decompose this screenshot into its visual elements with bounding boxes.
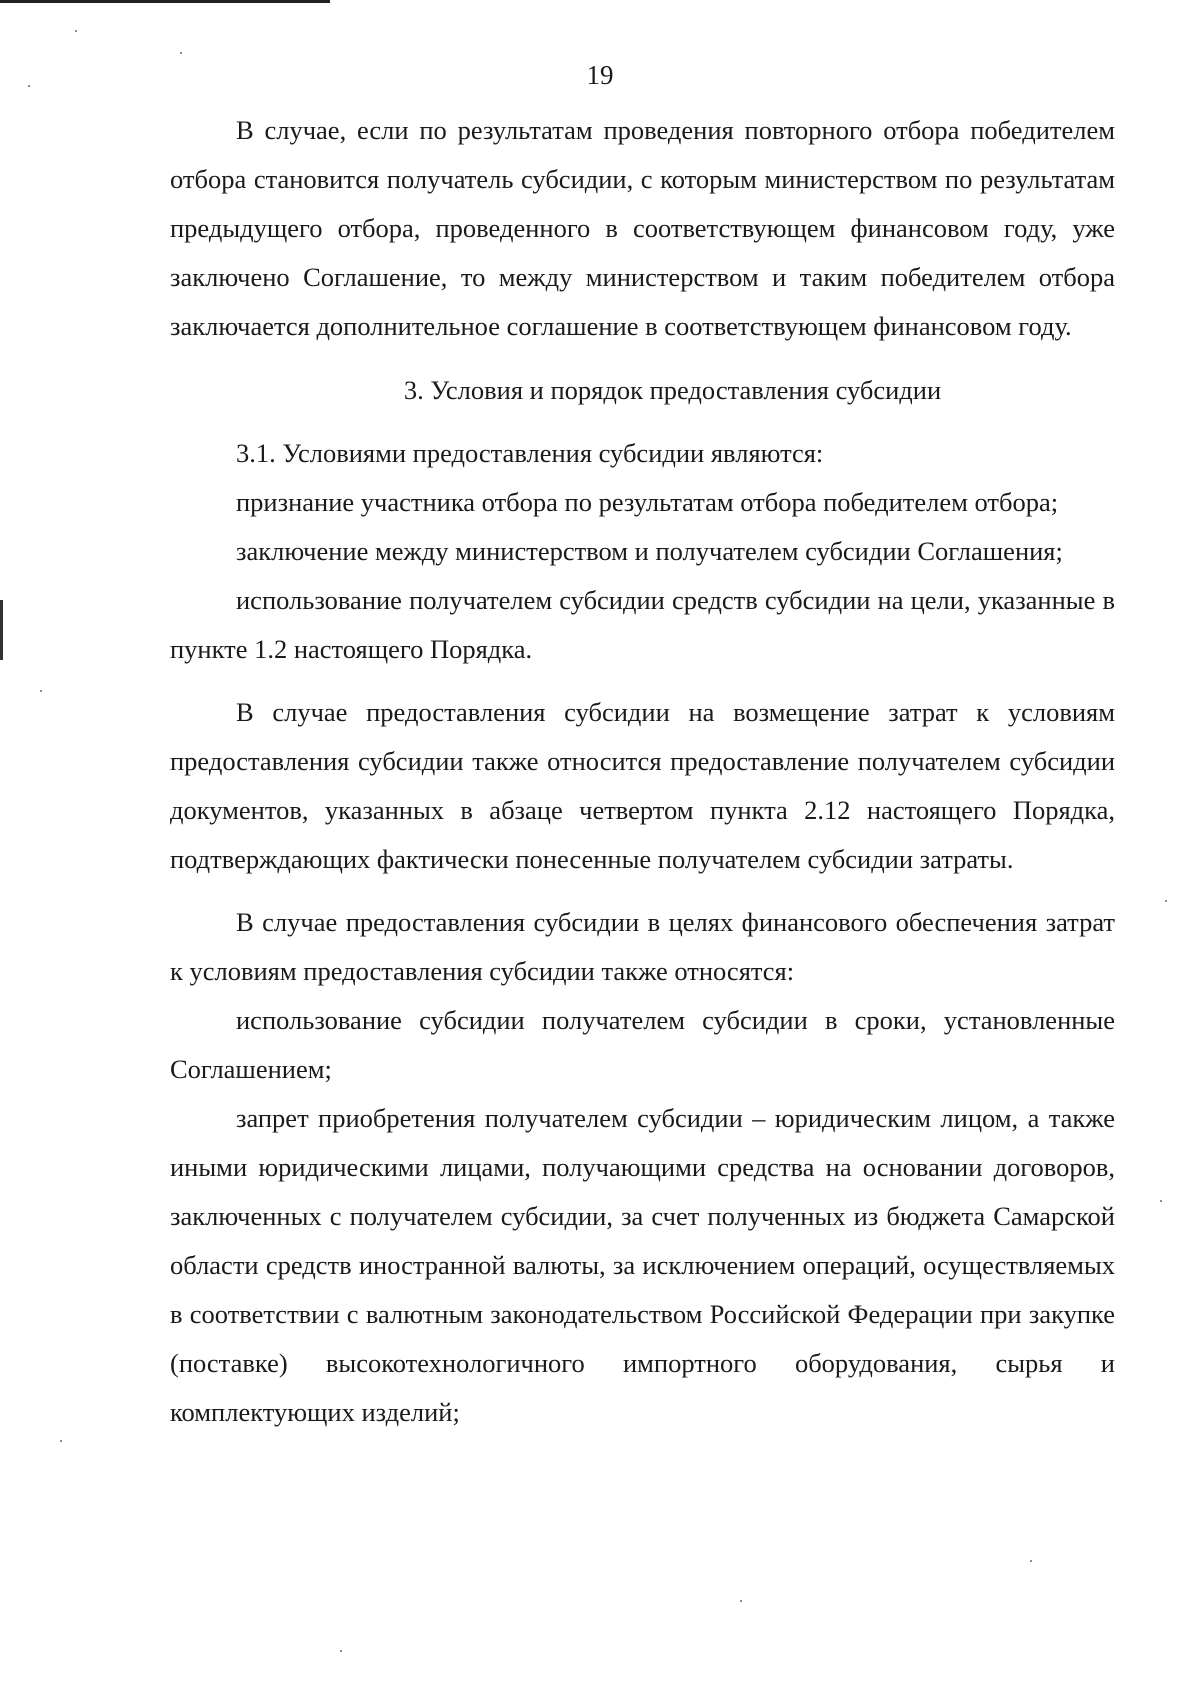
scan-speck xyxy=(1160,1200,1162,1202)
paragraph-usage-terms: использование субсидии получателем субсидии в сроки, установленные Соглашением; xyxy=(170,1005,1115,1084)
scan-speck xyxy=(40,690,42,692)
scan-speck xyxy=(75,30,77,32)
page-number: 19 xyxy=(586,60,614,90)
section-heading: 3. Условия и порядок предоставления субсидии xyxy=(403,375,942,405)
scan-speck xyxy=(180,52,182,54)
paragraph-condition-recognition: признание участника отбора по результатам отбора победителем отбора; xyxy=(236,487,1059,517)
scan-speck xyxy=(60,1440,62,1442)
scan-edge-mark xyxy=(0,600,3,660)
paragraph-3-1: 3.1. Условиями предоставления субсидии являются: xyxy=(236,438,824,468)
scan-speck xyxy=(28,85,30,87)
paragraph-condition-usage: использование получателем субсидии средств субсидии на цели, указанные в пункте 1.2 настоящего Порядка. xyxy=(170,585,1115,664)
paragraph-condition-agreement: заключение между министерством и получателем субсидии Соглашения; xyxy=(236,536,1063,566)
paragraph-reimbursement: В случае предоставления субсидии на возмещение затрат к условиям предоставления субсидии также относится предоставление получателем субсидии документов, указанных в абзаце четвертом пункта 2.12 настоящего Порядка, подтверждающих фактически понесенные получателем субсидии затраты. xyxy=(170,697,1115,874)
scan-speck xyxy=(340,1650,342,1652)
top-rule xyxy=(0,0,330,3)
paragraph-financial-support: В случае предоставления субсидии в целях финансового обеспечения затрат к условиям предоставления субсидии также относятся: xyxy=(170,907,1115,986)
paragraph-currency-ban: запрет приобретения получателем субсидии – юридическим лицом, а также иными юридическими лицами, получающими средства на основании договоров, заключенных с получателем субсидии, за счет полученных из бюджета Самарской области средств иностранной валюты, за исключением операций, осуществляемых в соответствии с валютным законодательством Российской Федерации при закупке (поставке) высокотехнологичного импортного оборудования, сырья и комплектующих изделий; xyxy=(170,1103,1115,1427)
scan-speck xyxy=(1030,1560,1032,1562)
document-body xyxy=(170,106,1115,1437)
scan-speck xyxy=(1165,900,1167,902)
paragraph-repeat-selection: В случае, если по результатам проведения повторного отбора победителем отбора становится получатель субсидии, с которым министерством по результатам предыдущего отбора, проведенного в соответствующем финансовом году, уже заключено Соглашение, то между министерством и таким победителем отбора заключается дополнительное соглашение в соответствующем финансовом году. xyxy=(170,115,1115,341)
scan-speck xyxy=(740,1600,742,1602)
